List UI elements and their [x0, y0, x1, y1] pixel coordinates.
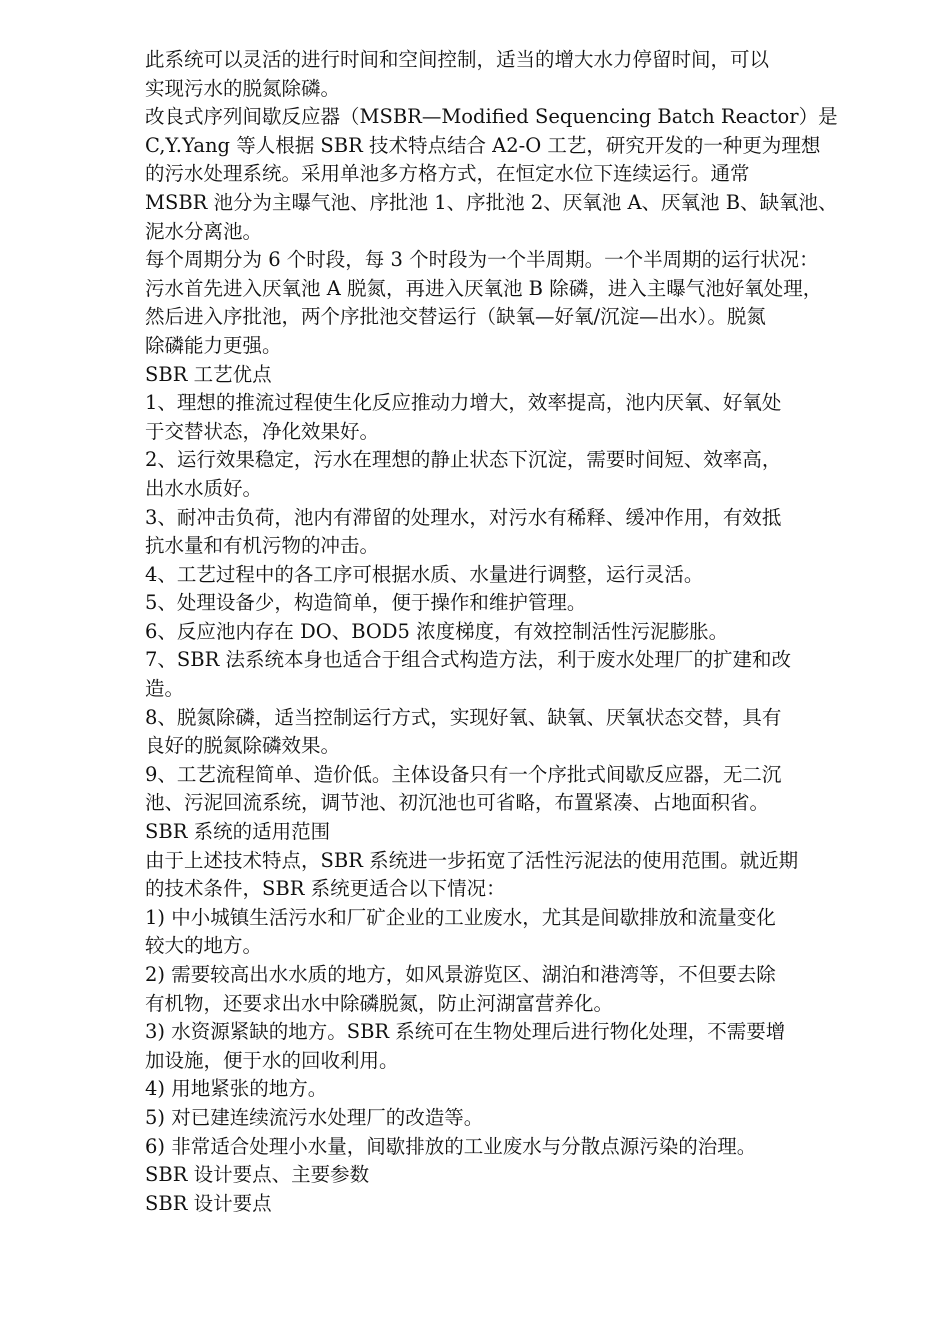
section-heading: SBR 系统的适用范围 — [145, 820, 331, 844]
text-line: 1) 中小城镇生活污水和厂矿企业的工业废水，尤其是间歇排放和流量变化 — [145, 905, 776, 929]
text-line: 6) 非常适合处理小水量，间歇排放的工业废水与分散点源污染的治理。 — [145, 1134, 757, 1158]
text-line: 改良式序列间歇反应器（MSBR—Modified Sequencing Batch Reactor）是 — [145, 105, 838, 129]
text-line: 加设施，便于水的回收利用。 — [145, 1048, 399, 1072]
text-line: 3、耐冲击负荷，池内有滞留的处理水，对污水有稀释、缓冲作用，有效抵 — [145, 505, 782, 529]
text-line: 出水水质好。 — [145, 476, 263, 500]
text-line: 然后进入序批池，两个序批池交替运行（缺氧—好氧/沉淀—出水）。脱氮 — [145, 305, 766, 329]
document-body — [145, 46, 905, 1218]
text-line: 1、理想的推流过程使生化反应推动力增大，效率提高，池内厌氧、好氧处 — [145, 391, 782, 415]
text-line: 2、运行效果稳定，污水在理想的静止状态下沉淀，需要时间短、效率高， — [145, 448, 782, 472]
text-line: 较大的地方。 — [145, 934, 263, 958]
text-line: 有机物，还要求出水中除磷脱氮，防止河湖富营养化。 — [145, 991, 614, 1015]
text-line: 抗水量和有机污物的冲击。 — [145, 534, 380, 558]
text-line: 3) 水资源紧缺的地方。SBR 系统可在生物处理后进行物化处理，不需要增 — [145, 1020, 786, 1044]
text-line: 9、工艺流程简单、造价低。主体设备只有一个序批式间歇反应器，无二沉 — [145, 762, 782, 786]
text-line: 由于上述技术特点，SBR 系统进一步拓宽了活性污泥法的使用范围。就近期 — [145, 848, 799, 872]
text-line: 的污水处理系统。采用单池多方格方式，在恒定水位下连续运行。通常 — [145, 162, 750, 186]
text-line: 实现污水的脱氮除磷。 — [145, 76, 341, 100]
text-line: 4) 用地紧张的地方。 — [145, 1077, 328, 1101]
text-line: 的技术条件，SBR 系统更适合以下情况： — [145, 877, 506, 901]
text-line: 每个周期分为 6 个时段，每 3 个时段为一个半周期。一个半周期的运行状况： — [145, 248, 819, 272]
section-heading: SBR 工艺优点 — [145, 362, 272, 386]
text-line: 污水首先进入厌氧池 A 脱氮，再进入厌氧池 B 除磷，进入主曝气池好氧处理， — [145, 276, 823, 300]
text-line: 8、脱氮除磷，适当控制运行方式，实现好氧、缺氧、厌氧状态交替，具有 — [145, 705, 782, 729]
text-line: MSBR 池分为主曝气池、序批池 1、序批池 2、厌氧池 A、厌氧池 B、缺氧池、 — [145, 190, 838, 214]
text-line: 7、SBR 法系统本身也适合于组合式构造方法，利于废水处理厂的扩建和改 — [145, 648, 791, 672]
section-heading: SBR 设计要点 — [145, 1191, 272, 1215]
text-line: 5) 对已建连续流污水处理厂的改造等。 — [145, 1105, 484, 1129]
text-line: 泥水分离池。 — [145, 219, 263, 243]
text-line: 池、污泥回流系统，调节池、初沉池也可省略，布置紧凑、占地面积省。 — [145, 791, 770, 815]
text-line: C,Y.Yang 等人根据 SBR 技术特点结合 A2-O 工艺，研究开发的一种更为理想 — [145, 133, 821, 157]
text-line: 2) 需要较高出水水质的地方，如风景游览区、湖泊和港湾等，不但要去除 — [145, 963, 776, 986]
text-line: 于交替状态，净化效果好。 — [145, 419, 380, 443]
text-line: 此系统可以灵活的进行时间和空间控制，适当的增大水力停留时间，可以 — [145, 48, 770, 71]
text-line: 良好的脱氮除磷效果。 — [145, 734, 341, 758]
text-line: 5、处理设备少，构造简单，便于操作和维护管理。 — [145, 591, 587, 615]
text-line: 除磷能力更强。 — [145, 333, 282, 357]
text-line: 6、反应池内存在 DO、BOD5 浓度梯度，有效控制活性污泥膨胀。 — [145, 619, 729, 643]
section-heading: SBR 设计要点、主要参数 — [145, 1163, 370, 1187]
text-line: 造。 — [145, 677, 185, 701]
text-line: 4、工艺过程中的各工序可根据水质、水量进行调整，运行灵活。 — [145, 562, 704, 586]
